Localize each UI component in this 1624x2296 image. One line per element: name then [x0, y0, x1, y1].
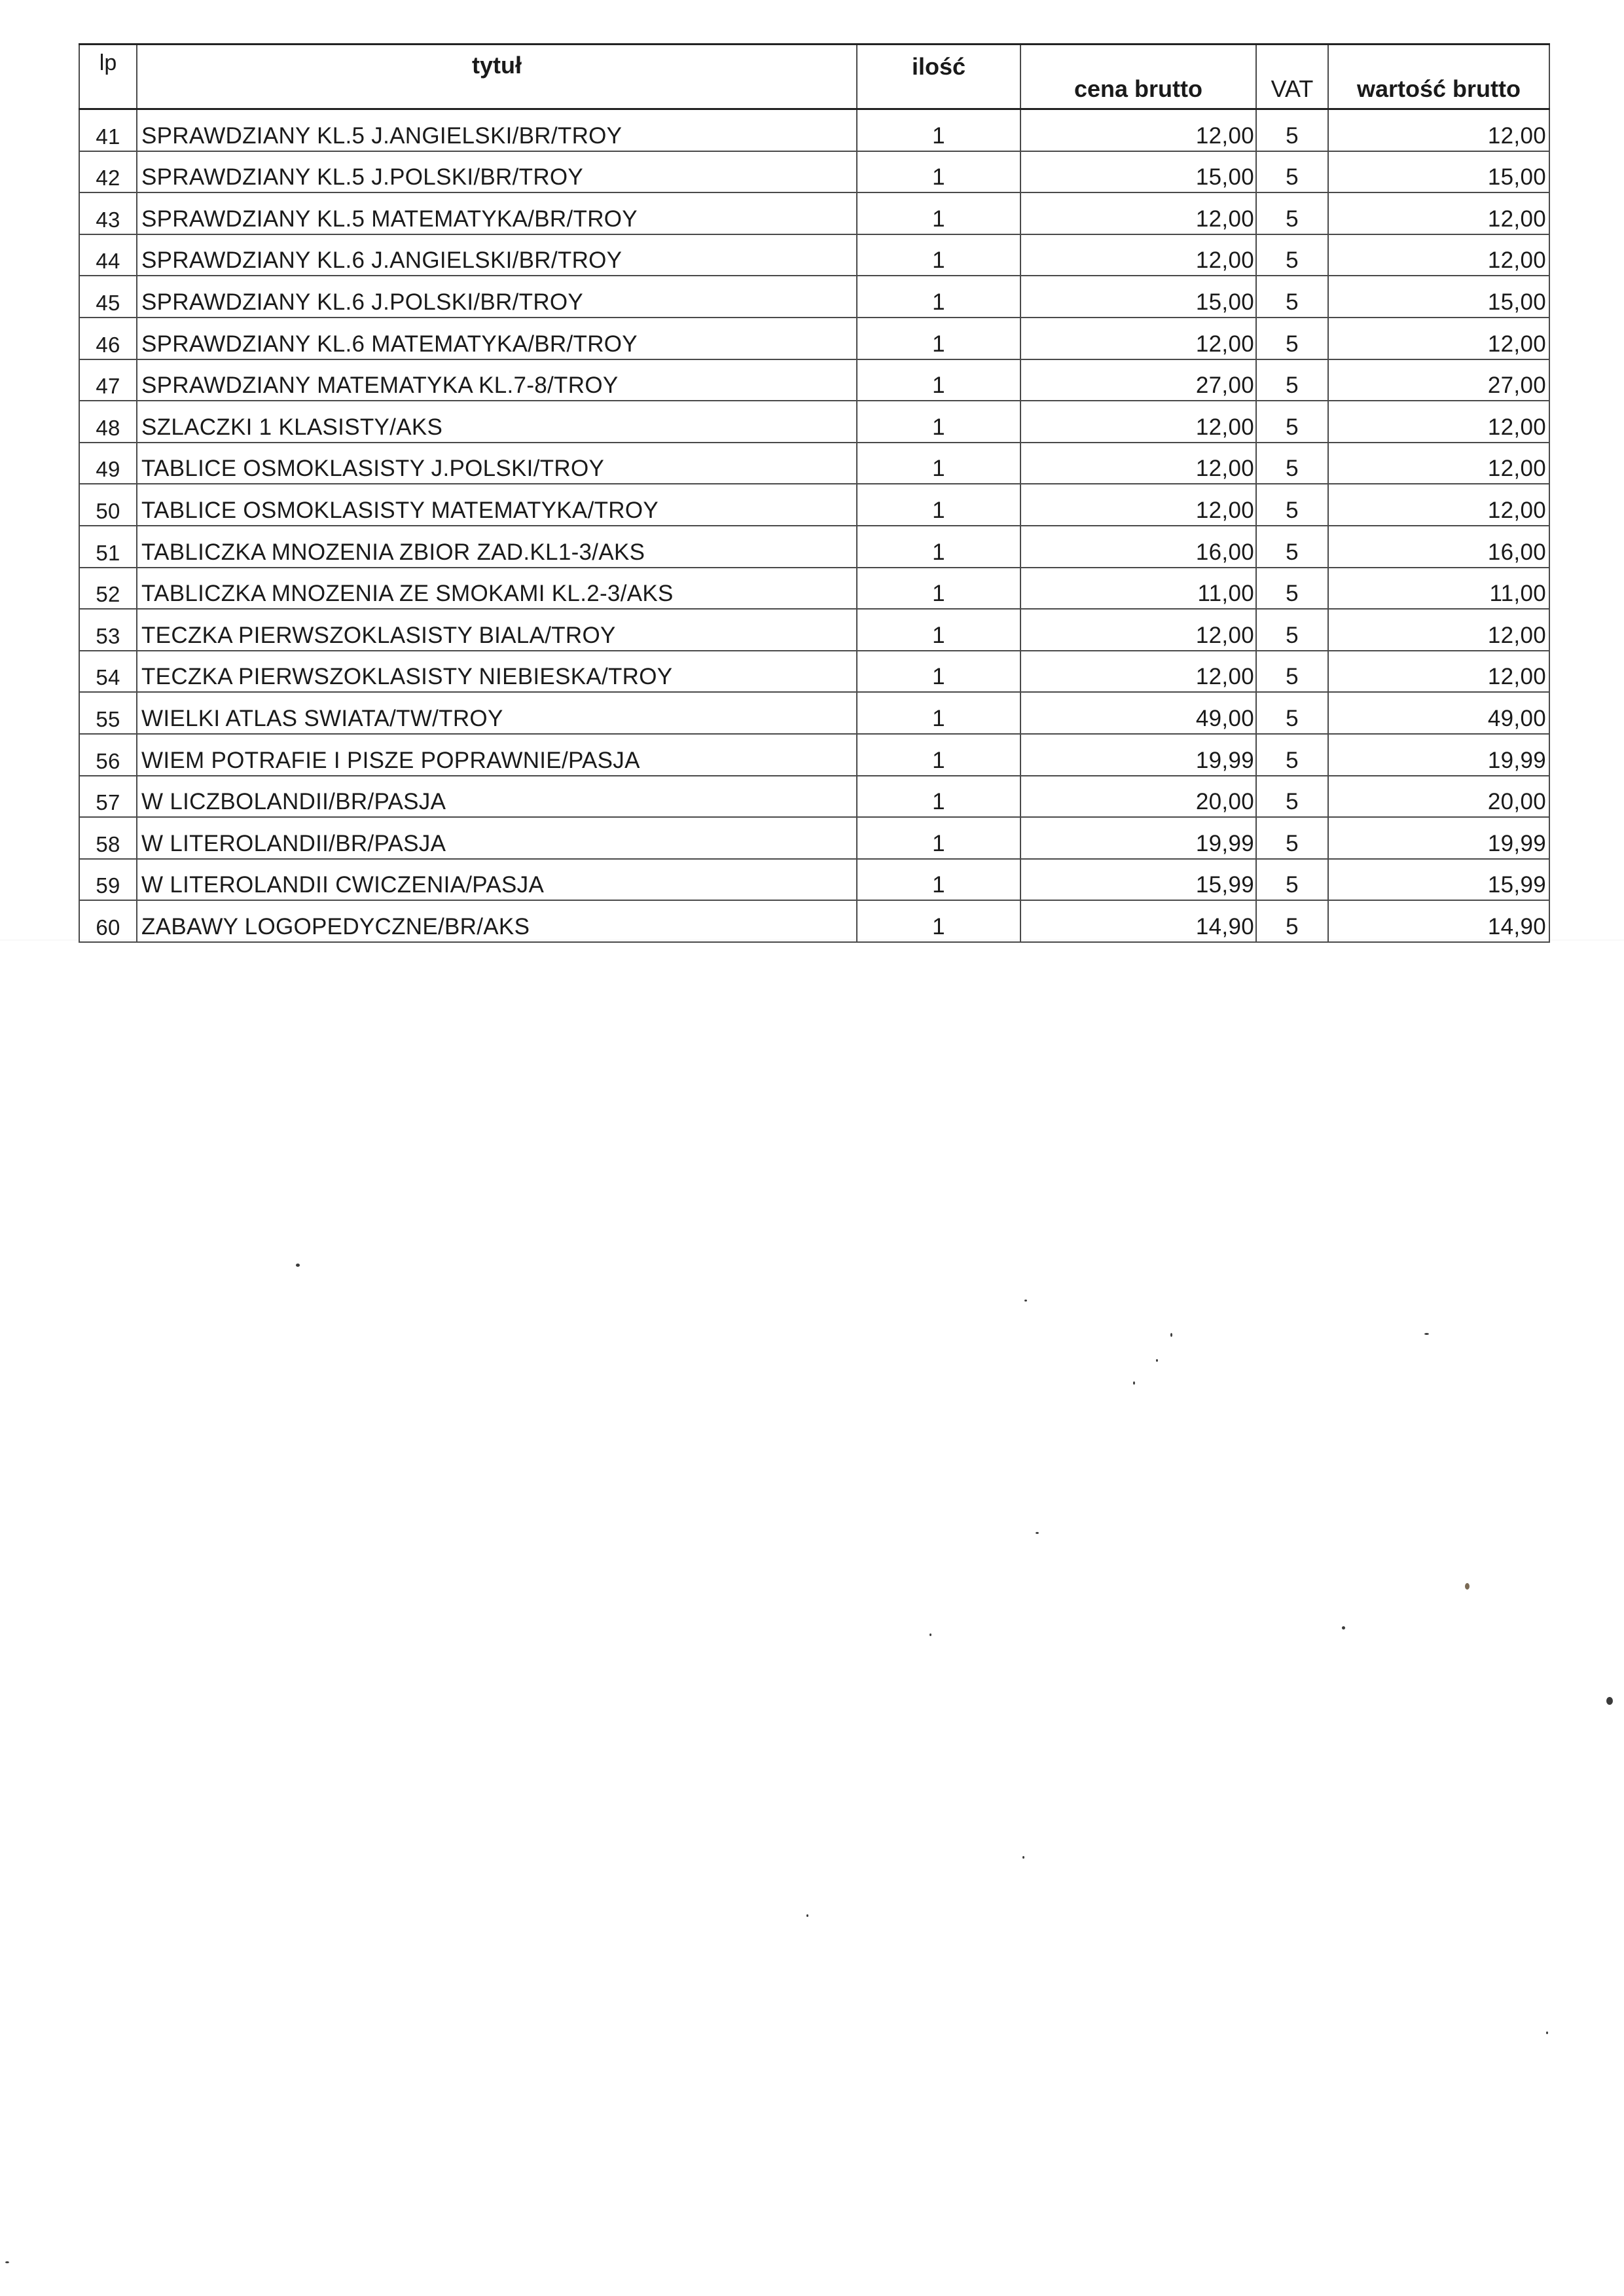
row-lp-cell: 60 — [79, 900, 137, 942]
row-quantity-cell: 1 — [857, 443, 1020, 484]
row-vat-cell: 5 — [1256, 401, 1328, 443]
row-lp-cell: 50 — [79, 484, 137, 526]
row-quantity-cell: 1 — [857, 484, 1020, 526]
table-row — [79, 900, 1549, 942]
header-row — [79, 45, 1549, 109]
row-title-cell: TABLICE OSMOKLASISTY J.POLSKI/TROY — [137, 443, 857, 484]
row-title-cell: SPRAWDZIANY KL.5 J.POLSKI/BR/TROY — [137, 151, 857, 193]
row-vat-cell: 5 — [1256, 192, 1328, 234]
row-gross-price-cell: 27,00 — [1020, 359, 1256, 401]
row-gross-price-cell: 12,00 — [1020, 234, 1256, 276]
header-vat: VAT — [1256, 45, 1328, 109]
row-title-cell: TECZKA PIERWSZOKLASISTY BIALA/TROY — [137, 609, 857, 651]
row-gross-value-cell: 12,00 — [1328, 109, 1549, 151]
table-row — [79, 692, 1549, 734]
row-gross-value-cell: 15,99 — [1328, 859, 1549, 901]
header-title: tytuł — [137, 45, 857, 109]
row-title-cell: TABLICZKA MNOZENIA ZE SMOKAMI KL.2-3/AKS — [137, 568, 857, 610]
scan-speck — [1546, 2032, 1548, 2034]
row-quantity-cell: 1 — [857, 859, 1020, 901]
row-quantity-cell: 1 — [857, 318, 1020, 359]
table-row — [79, 484, 1549, 526]
scan-speck — [1022, 1856, 1024, 1859]
row-vat-cell: 5 — [1256, 900, 1328, 942]
row-gross-value-cell: 15,00 — [1328, 276, 1549, 318]
row-lp-cell: 59 — [79, 859, 137, 901]
row-gross-price-cell: 20,00 — [1020, 776, 1256, 818]
row-gross-value-cell: 12,00 — [1328, 234, 1549, 276]
row-quantity-cell: 1 — [857, 692, 1020, 734]
scan-speck — [806, 1914, 808, 1917]
row-title-cell: WIELKI ATLAS SWIATA/TW/TROY — [137, 692, 857, 734]
row-quantity-cell: 1 — [857, 776, 1020, 818]
row-quantity-cell: 1 — [857, 359, 1020, 401]
row-quantity-cell: 1 — [857, 568, 1020, 610]
table-row — [79, 276, 1549, 318]
row-gross-value-cell: 11,00 — [1328, 568, 1549, 610]
row-gross-value-cell: 12,00 — [1328, 651, 1549, 693]
row-gross-price-cell: 12,00 — [1020, 318, 1256, 359]
row-lp-cell: 57 — [79, 776, 137, 818]
row-vat-cell: 5 — [1256, 776, 1328, 818]
table-row — [79, 734, 1549, 776]
table-row — [79, 318, 1549, 359]
table-row — [79, 443, 1549, 484]
table-row — [79, 609, 1549, 651]
row-gross-value-cell: 12,00 — [1328, 192, 1549, 234]
scan-speck — [1606, 1697, 1613, 1705]
row-gross-value-cell: 19,99 — [1328, 817, 1549, 859]
row-lp-cell: 56 — [79, 734, 137, 776]
scan-speck — [296, 1264, 300, 1267]
table-row — [79, 192, 1549, 234]
row-gross-price-cell: 12,00 — [1020, 609, 1256, 651]
table-body — [79, 109, 1549, 942]
row-lp-cell: 54 — [79, 651, 137, 693]
header-gross-value: wartość brutto — [1328, 45, 1549, 109]
row-vat-cell: 5 — [1256, 484, 1328, 526]
row-lp-cell: 47 — [79, 359, 137, 401]
row-gross-price-cell: 12,00 — [1020, 443, 1256, 484]
row-quantity-cell: 1 — [857, 817, 1020, 859]
table-row — [79, 776, 1549, 818]
row-title-cell: W LITEROLANDII CWICZENIA/PASJA — [137, 859, 857, 901]
header-quantity: ilość — [857, 45, 1020, 109]
scan-speck — [1465, 1583, 1470, 1590]
row-title-cell: SPRAWDZIANY KL.6 J.ANGIELSKI/BR/TROY — [137, 234, 857, 276]
row-quantity-cell: 1 — [857, 651, 1020, 693]
row-title-cell: W LICZBOLANDII/BR/PASJA — [137, 776, 857, 818]
row-gross-value-cell: 14,90 — [1328, 900, 1549, 942]
row-vat-cell: 5 — [1256, 109, 1328, 151]
row-lp-cell: 48 — [79, 401, 137, 443]
scan-speck — [1156, 1359, 1158, 1362]
row-vat-cell: 5 — [1256, 609, 1328, 651]
invoice-items-table — [79, 43, 1550, 943]
table-row — [79, 109, 1549, 151]
row-gross-value-cell: 16,00 — [1328, 526, 1549, 568]
table-row — [79, 151, 1549, 193]
row-gross-price-cell: 15,99 — [1020, 859, 1256, 901]
row-gross-price-cell: 12,00 — [1020, 109, 1256, 151]
row-vat-cell: 5 — [1256, 151, 1328, 193]
table-row — [79, 526, 1549, 568]
row-gross-price-cell: 12,00 — [1020, 484, 1256, 526]
row-vat-cell: 5 — [1256, 817, 1328, 859]
row-gross-value-cell: 12,00 — [1328, 401, 1549, 443]
scan-speck — [1342, 1626, 1345, 1630]
row-lp-cell: 58 — [79, 817, 137, 859]
row-gross-price-cell: 15,00 — [1020, 276, 1256, 318]
row-quantity-cell: 1 — [857, 609, 1020, 651]
row-vat-cell: 5 — [1256, 859, 1328, 901]
scan-speck — [1024, 1300, 1027, 1302]
row-quantity-cell: 1 — [857, 151, 1020, 193]
row-gross-value-cell: 12,00 — [1328, 318, 1549, 359]
row-gross-value-cell: 27,00 — [1328, 359, 1549, 401]
table-row — [79, 234, 1549, 276]
table-row — [79, 359, 1549, 401]
row-lp-cell: 41 — [79, 109, 137, 151]
header-lp: lp — [79, 45, 137, 109]
row-vat-cell: 5 — [1256, 734, 1328, 776]
row-quantity-cell: 1 — [857, 401, 1020, 443]
row-vat-cell: 5 — [1256, 276, 1328, 318]
row-lp-cell: 44 — [79, 234, 137, 276]
row-title-cell: SPRAWDZIANY KL.5 J.ANGIELSKI/BR/TROY — [137, 109, 857, 151]
table-header — [79, 45, 1549, 109]
row-quantity-cell: 1 — [857, 900, 1020, 942]
row-vat-cell: 5 — [1256, 651, 1328, 693]
scan-speck — [929, 1633, 931, 1636]
row-title-cell: TABLICZKA MNOZENIA ZBIOR ZAD.KL1-3/AKS — [137, 526, 857, 568]
row-quantity-cell: 1 — [857, 276, 1020, 318]
row-vat-cell: 5 — [1256, 568, 1328, 610]
row-gross-price-cell: 19,99 — [1020, 734, 1256, 776]
row-lp-cell: 51 — [79, 526, 137, 568]
row-lp-cell: 55 — [79, 692, 137, 734]
row-lp-cell: 42 — [79, 151, 137, 193]
scan-speck — [1170, 1333, 1172, 1337]
row-title-cell: SPRAWDZIANY KL.6 J.POLSKI/BR/TROY — [137, 276, 857, 318]
row-gross-value-cell: 15,00 — [1328, 151, 1549, 193]
row-title-cell: SPRAWDZIANY MATEMATYKA KL.7-8/TROY — [137, 359, 857, 401]
row-gross-price-cell: 12,00 — [1020, 192, 1256, 234]
row-title-cell: ZABAWY LOGOPEDYCZNE/BR/AKS — [137, 900, 857, 942]
row-lp-cell: 43 — [79, 192, 137, 234]
row-gross-price-cell: 14,90 — [1020, 900, 1256, 942]
row-gross-value-cell: 12,00 — [1328, 484, 1549, 526]
row-gross-price-cell: 19,99 — [1020, 817, 1256, 859]
row-title-cell: WIEM POTRAFIE I PISZE POPRAWNIE/PASJA — [137, 734, 857, 776]
row-title-cell: W LITEROLANDII/BR/PASJA — [137, 817, 857, 859]
row-vat-cell: 5 — [1256, 234, 1328, 276]
scan-speck — [5, 2261, 9, 2263]
table-row — [79, 401, 1549, 443]
row-title-cell: TABLICE OSMOKLASISTY MATEMATYKA/TROY — [137, 484, 857, 526]
row-quantity-cell: 1 — [857, 234, 1020, 276]
row-vat-cell: 5 — [1256, 318, 1328, 359]
header-gross-price: cena brutto — [1020, 45, 1256, 109]
row-gross-price-cell: 11,00 — [1020, 568, 1256, 610]
table-row — [79, 859, 1549, 901]
table-row — [79, 568, 1549, 610]
row-gross-value-cell: 12,00 — [1328, 609, 1549, 651]
row-vat-cell: 5 — [1256, 359, 1328, 401]
row-lp-cell: 53 — [79, 609, 137, 651]
row-gross-price-cell: 49,00 — [1020, 692, 1256, 734]
row-gross-price-cell: 15,00 — [1020, 151, 1256, 193]
row-quantity-cell: 1 — [857, 734, 1020, 776]
row-gross-value-cell: 19,99 — [1328, 734, 1549, 776]
row-lp-cell: 45 — [79, 276, 137, 318]
scan-speck — [1424, 1333, 1429, 1335]
table-row — [79, 817, 1549, 859]
row-lp-cell: 52 — [79, 568, 137, 610]
table-row — [79, 651, 1549, 693]
row-title-cell: TECZKA PIERWSZOKLASISTY NIEBIESKA/TROY — [137, 651, 857, 693]
row-gross-price-cell: 16,00 — [1020, 526, 1256, 568]
row-gross-price-cell: 12,00 — [1020, 651, 1256, 693]
row-quantity-cell: 1 — [857, 526, 1020, 568]
row-vat-cell: 5 — [1256, 526, 1328, 568]
row-gross-value-cell: 12,00 — [1328, 443, 1549, 484]
row-gross-value-cell: 20,00 — [1328, 776, 1549, 818]
row-vat-cell: 5 — [1256, 443, 1328, 484]
invoice-table-container — [79, 43, 1549, 943]
row-lp-cell: 49 — [79, 443, 137, 484]
row-quantity-cell: 1 — [857, 109, 1020, 151]
row-vat-cell: 5 — [1256, 692, 1328, 734]
row-lp-cell: 46 — [79, 318, 137, 359]
row-title-cell: SZLACZKI 1 KLASISTY/AKS — [137, 401, 857, 443]
row-gross-value-cell: 49,00 — [1328, 692, 1549, 734]
row-quantity-cell: 1 — [857, 192, 1020, 234]
scan-speck — [1036, 1532, 1039, 1534]
scan-speck — [1133, 1381, 1135, 1385]
row-title-cell: SPRAWDZIANY KL.5 MATEMATYKA/BR/TROY — [137, 192, 857, 234]
row-gross-price-cell: 12,00 — [1020, 401, 1256, 443]
row-title-cell: SPRAWDZIANY KL.6 MATEMATYKA/BR/TROY — [137, 318, 857, 359]
